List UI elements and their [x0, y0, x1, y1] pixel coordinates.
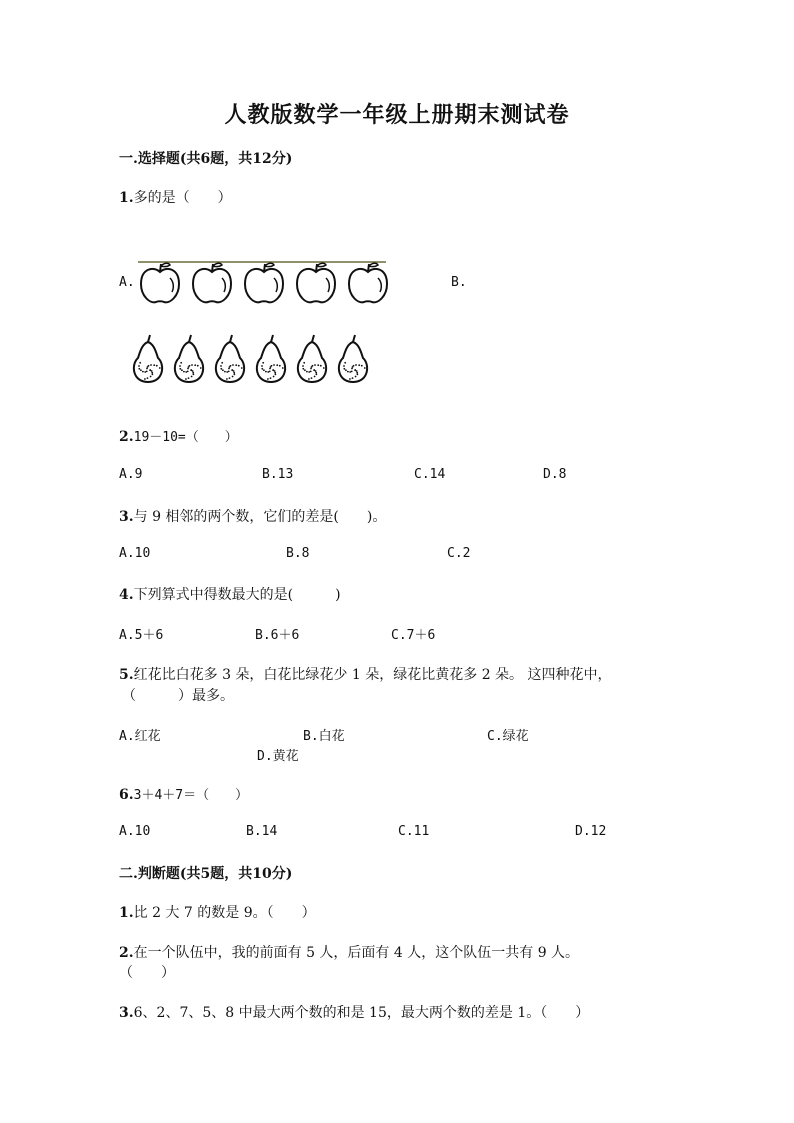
judgement-3 — [119, 1002, 589, 1022]
q5-option-a: A.红花 — [119, 729, 161, 744]
question-3 — [119, 506, 386, 526]
section-heading-judgement: 二.判断题(共5题，共10分) — [119, 866, 293, 882]
q2-option-a: A.9 — [119, 467, 143, 482]
pear-icon — [257, 335, 285, 382]
q2-option-d: D.8 — [543, 467, 567, 482]
apple-icon — [297, 263, 335, 302]
q3-option-c: C.2 — [447, 546, 471, 561]
question-text: 下列算式中得数最大的是( ) — [133, 587, 341, 603]
pear-icon — [175, 335, 203, 382]
q2-option-c: C.14 — [414, 467, 446, 482]
q5-option-b: B.白花 — [303, 729, 345, 744]
judgement-1 — [119, 902, 316, 922]
question-number: 2. — [119, 945, 134, 961]
apple-icon — [349, 263, 387, 302]
pear-icon — [134, 335, 162, 382]
judgement-2-line2: （ ） — [119, 965, 175, 981]
q6-option-b: B.14 — [246, 824, 278, 839]
apples-picture — [136, 258, 388, 310]
question-number: 3. — [119, 1005, 134, 1021]
question-4 — [119, 584, 341, 604]
page-title: 人教版数学一年级上册期末测试卷 — [224, 102, 570, 128]
question-2 — [119, 426, 238, 445]
q6-option-a: A.10 — [119, 824, 151, 839]
q3-option-a: A.10 — [119, 546, 151, 561]
pears-picture — [122, 332, 374, 390]
option-b-label: B. — [451, 275, 467, 290]
q4-option-c: C.7＋6 — [391, 628, 436, 643]
q5-option-d: D.黄花 — [257, 749, 299, 764]
question-number: 3. — [119, 509, 134, 525]
question-6 — [119, 784, 248, 803]
question-text: 比 2 大 7 的数是 9。（ ） — [133, 905, 316, 921]
section-heading-choice: 一.选择题(共6题，共12分) — [119, 151, 293, 167]
q4-option-a: A.5＋6 — [119, 628, 164, 643]
question-number: 4. — [119, 587, 134, 603]
q4-option-b: B.6＋6 — [255, 628, 300, 643]
question-text: 与 9 相邻的两个数，它们的差是( )。 — [133, 509, 387, 525]
apple-icon — [193, 263, 231, 302]
option-a-label: A. — [119, 275, 135, 290]
q3-option-b: B.8 — [286, 546, 310, 561]
judgement-2 — [119, 942, 579, 962]
question-5 — [119, 664, 612, 684]
question-number: 5. — [119, 667, 134, 683]
question-number: 1. — [119, 190, 134, 206]
question-1 — [119, 187, 232, 207]
question-text: 多的是（ ） — [133, 190, 232, 206]
question-number: 2. — [119, 429, 134, 445]
question-text: 3＋4＋7＝（ ） — [133, 788, 249, 803]
question-text-line1: 红花比白花多 3 朵，白花比绿花少 1 朵，绿花比黄花多 2 朵。 这四种花中， — [133, 667, 612, 683]
question-5-line2: （ ）最多。 — [122, 688, 234, 704]
q6-option-c: C.11 — [398, 824, 430, 839]
pear-icon — [216, 335, 244, 382]
apple-icon — [245, 263, 283, 302]
question-number: 6. — [119, 787, 134, 803]
pear-icon — [339, 335, 367, 382]
question-text: 19－10=（ ） — [133, 430, 238, 445]
apple-icon — [141, 263, 179, 302]
question-text-line1: 在一个队伍中，我的前面有 5 人，后面有 4 人，这个队伍一共有 9 人。 — [133, 945, 580, 961]
q6-option-d: D.12 — [575, 824, 607, 839]
question-number: 1. — [119, 905, 134, 921]
q5-option-c: C.绿花 — [487, 729, 529, 744]
q2-option-b: B.13 — [262, 467, 294, 482]
question-text: 6、2、7、5、8 中最大两个数的和是 15，最大两个数的差是 1。（ ） — [133, 1005, 590, 1021]
pear-icon — [298, 335, 326, 382]
